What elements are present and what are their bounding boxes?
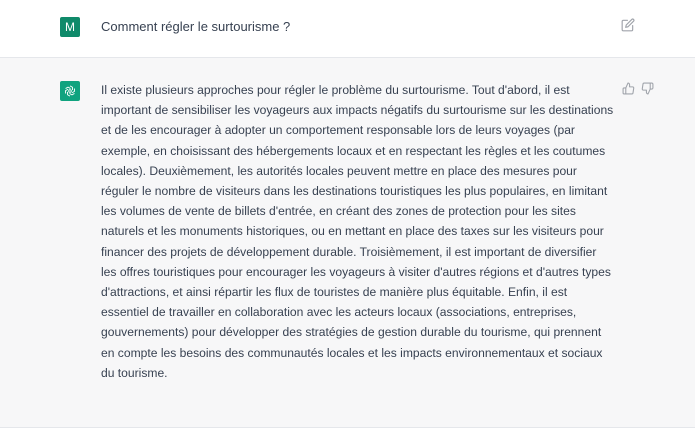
user-message-row [0,0,695,58]
thumbs-up-icon[interactable] [621,81,635,95]
user-avatar [60,17,80,37]
user-avatar-initial: M [65,20,75,34]
user-message-text: Comment régler le surtourisme ? [101,19,291,34]
openai-logo-icon [60,81,80,101]
assistant-response-text: Il existe plusieurs approches pour régler le problème du surtourisme. Tout d'abord, il est important de sensibiliser les voyageurs aux impacts négatifs du surtourisme sur les destinations et de les encourager à adopter un comportement responsable lors de leurs voyages (par exemple, en choisissant des hébergements locaux et en respectant les règles et les coutumes locales). Deuxièmement, les autorités locales peuvent mettre en place des mesures pour réguler le nombre de visiteurs dans les destinations touristiques les plus populaires, en limitant les volumes de vente de billets d'entrée, en créant des zones de protection pour les sites naturels et les monuments historiques, ou en mettant en place des taxes sur les visiteurs pour financer des projets de développement durable. Troisièmement, il est important de diversifier les offres touristiques pour encourager les voyageurs à visiter d'autres régions et d'autres types d'attractions, et ainsi répartir les flux de touristes de manière plus équitable. Enfin, il est essentiel de travailler en collaboration avec les acteurs locaux (associations, entreprises, gouvernements) pour développer des stratégies de gestion durable du tourisme, qui prennent en compte les besoins des communautés locales et les impacts environnementaux et sociaux du tourisme. [101,83,614,380]
edit-icon[interactable] [620,17,636,33]
thumbs-down-icon[interactable] [640,81,654,95]
